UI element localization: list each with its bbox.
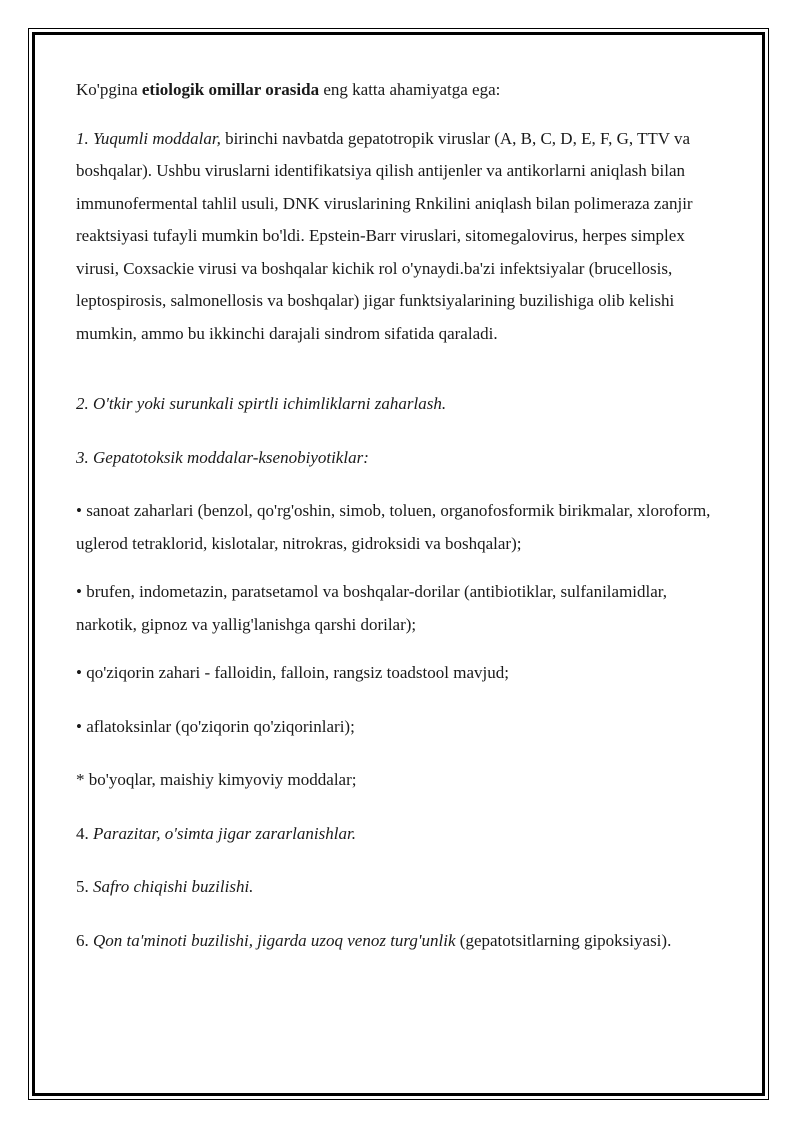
- intro-prefix: Ko'pgina: [76, 80, 142, 99]
- item-3-heading: 3. Gepatotoksik moddalar-ksenobiyotiklar:: [76, 447, 369, 467]
- item-5-number: 5.: [76, 877, 93, 896]
- item-6-heading: Qon ta'minoti buzilishi, jigarda uzoq venoz turg'unlik: [93, 930, 456, 950]
- item-1-heading: 1. Yuqumli moddalar,: [76, 128, 221, 148]
- item-5-heading: Safro chiqishi buzilishi.: [93, 877, 254, 896]
- item-4-heading: Parazitar, o'simta jigar zararlanishlar.: [93, 823, 356, 843]
- list-item: * bo'yoqlar, maishiy kimyoviy moddalar;: [76, 770, 357, 789]
- item-4-paragraph: [76, 818, 716, 851]
- list-item: • brufen, indometazin, paratsetamol va boshqalar-dorilar (antibiotiklar, sulfanilamidlar, narkotik, gipnoz va yallig'lanishga qarshi dorilar);: [76, 582, 668, 634]
- intro-paragraph: [76, 74, 716, 107]
- item-1-paragraph: [76, 123, 716, 351]
- list-item: • qo'ziqorin zahari - falloidin, falloin, rangsiz toadstool mavjud;: [76, 663, 509, 682]
- item-2-heading: 2. O'tkir yoki surunkali spirtli ichimliklarni zaharlash.: [76, 394, 447, 413]
- item-5-paragraph: [76, 871, 716, 904]
- item-4-number: 4.: [76, 823, 93, 843]
- item-6-text: (gepatotsitlarning gipoksiyasi).: [455, 930, 672, 950]
- item-1-text: birinchi navbatda gepatotropik viruslar (A, B, C, D, E, F, G, TTV va boshqalar). Ushbu viruslarni identifikatsiya qilish antijenler va antikorlarni aniqlash bilan immunofermental tahlil usuli, DNK viruslarining Rnkilini aniqlash bilan polimeraza zanjir reaktsiyasi tufayli mumkin bo'ldi. Epstein-Barr viruslari, sitomegalovirus, herpes simplex virusi, Coxsackie virusi va boshqalar kichik rol o'ynaydi.ba'zi infektsiyalar (brucellosis, leptospirosis, salmonellosis va boshqalar) jigar funktsiyalarining buzilishiga olib kelishi mumkin, ammo bu ikkinchi darajali sindrom sifatida qaraladi.: [76, 128, 693, 343]
- item-6-paragraph: [76, 925, 716, 958]
- item-6-number: 6.: [76, 930, 93, 950]
- list-item: • sanoat zaharlari (benzol, qo'rg'oshin, simob, toluen, organofosformik birikmalar, xloroform, uglerod tetraklorid, kislotalar, nitrokras, gidroksidi va boshqalar);: [76, 501, 711, 553]
- item-2-paragraph: [76, 388, 716, 421]
- list-item: • aflatoksinlar (qo'ziqorin qo'ziqorinlari);: [76, 716, 355, 736]
- intro-suffix: eng katta ahamiyatga ega:: [319, 80, 501, 99]
- intro-bold: etiologik omillar orasida: [141, 80, 320, 99]
- document-body: [76, 74, 716, 957]
- item-3-paragraph: [76, 442, 716, 475]
